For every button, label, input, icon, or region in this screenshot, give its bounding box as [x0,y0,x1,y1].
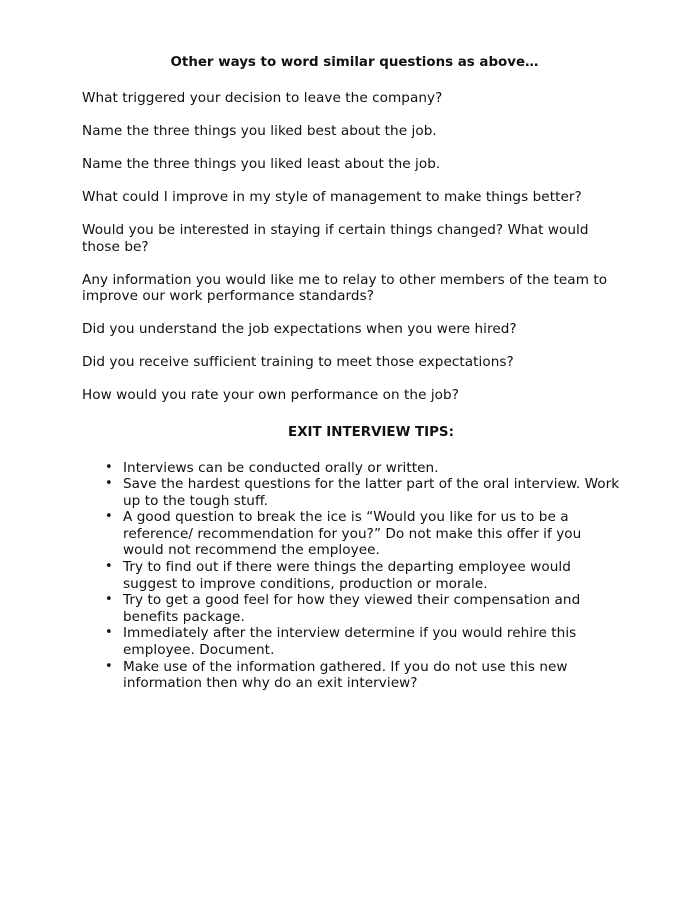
question-item: Did you receive sufficient training to meet those expectations? [82,354,514,370]
tip-item [82,460,622,477]
section-heading-exit-interview-tips: EXIT INTERVIEW TIPS: [288,424,454,440]
question-list [82,90,622,404]
tip-text: Immediately after the interview determine if you would rehire this employee. Document. [123,625,577,659]
question-item: Name the three things you liked best about the job. [82,123,437,139]
section-heading-alternate-questions: Other ways to word similar questions as above… [170,55,539,70]
bullet-icon: • [105,559,113,575]
bullet-icon: • [105,459,113,475]
tip-text: Try to get a good feel for how they viewed their compensation and benefits package. [123,592,581,625]
tip-text: Save the hardest questions for the latter part of the oral interview. Work up to the tough stuff. [123,476,620,509]
bullet-icon: • [105,625,113,641]
tip-item [82,625,622,658]
tip-item [82,592,622,625]
bullet-icon: • [105,592,113,608]
tip-text: Try to find out if there were things the departing employee would suggest to improve conditions, production or morale. [123,559,571,592]
question-item: Name the three things you liked least about the job. [82,156,441,172]
question-item: What triggered your decision to leave the company? [82,90,443,106]
tip-item [82,509,622,559]
tip-text: A good question to break the ice is “Would you like for us to be a reference/ recommendation for you?” Do not make this offer if you would not recommend the employee. [123,509,582,559]
question-item: Any information you would like me to relay to other members of the team to improve our work performance standards? [82,271,608,304]
document-page [82,55,622,692]
question-item: What could I improve in my style of management to make things better? [82,189,582,205]
bullet-icon: • [105,658,113,674]
tip-text: Make use of the information gathered. If you do not use this new information then why do an exit interview? [123,658,568,692]
tip-item [82,659,622,692]
bullet-icon: • [105,509,113,525]
tip-item [82,559,622,592]
question-item: How would you rate your own performance on the job? [82,387,459,403]
tip-item [82,476,622,509]
tips-list [82,460,622,692]
question-item: Did you understand the job expectations when you were hired? [82,321,517,337]
question-item: Would you be interested in staying if certain things changed? What would those be? [82,222,589,255]
tip-text: Interviews can be conducted orally or written. [123,459,439,476]
bullet-icon: • [105,476,113,492]
